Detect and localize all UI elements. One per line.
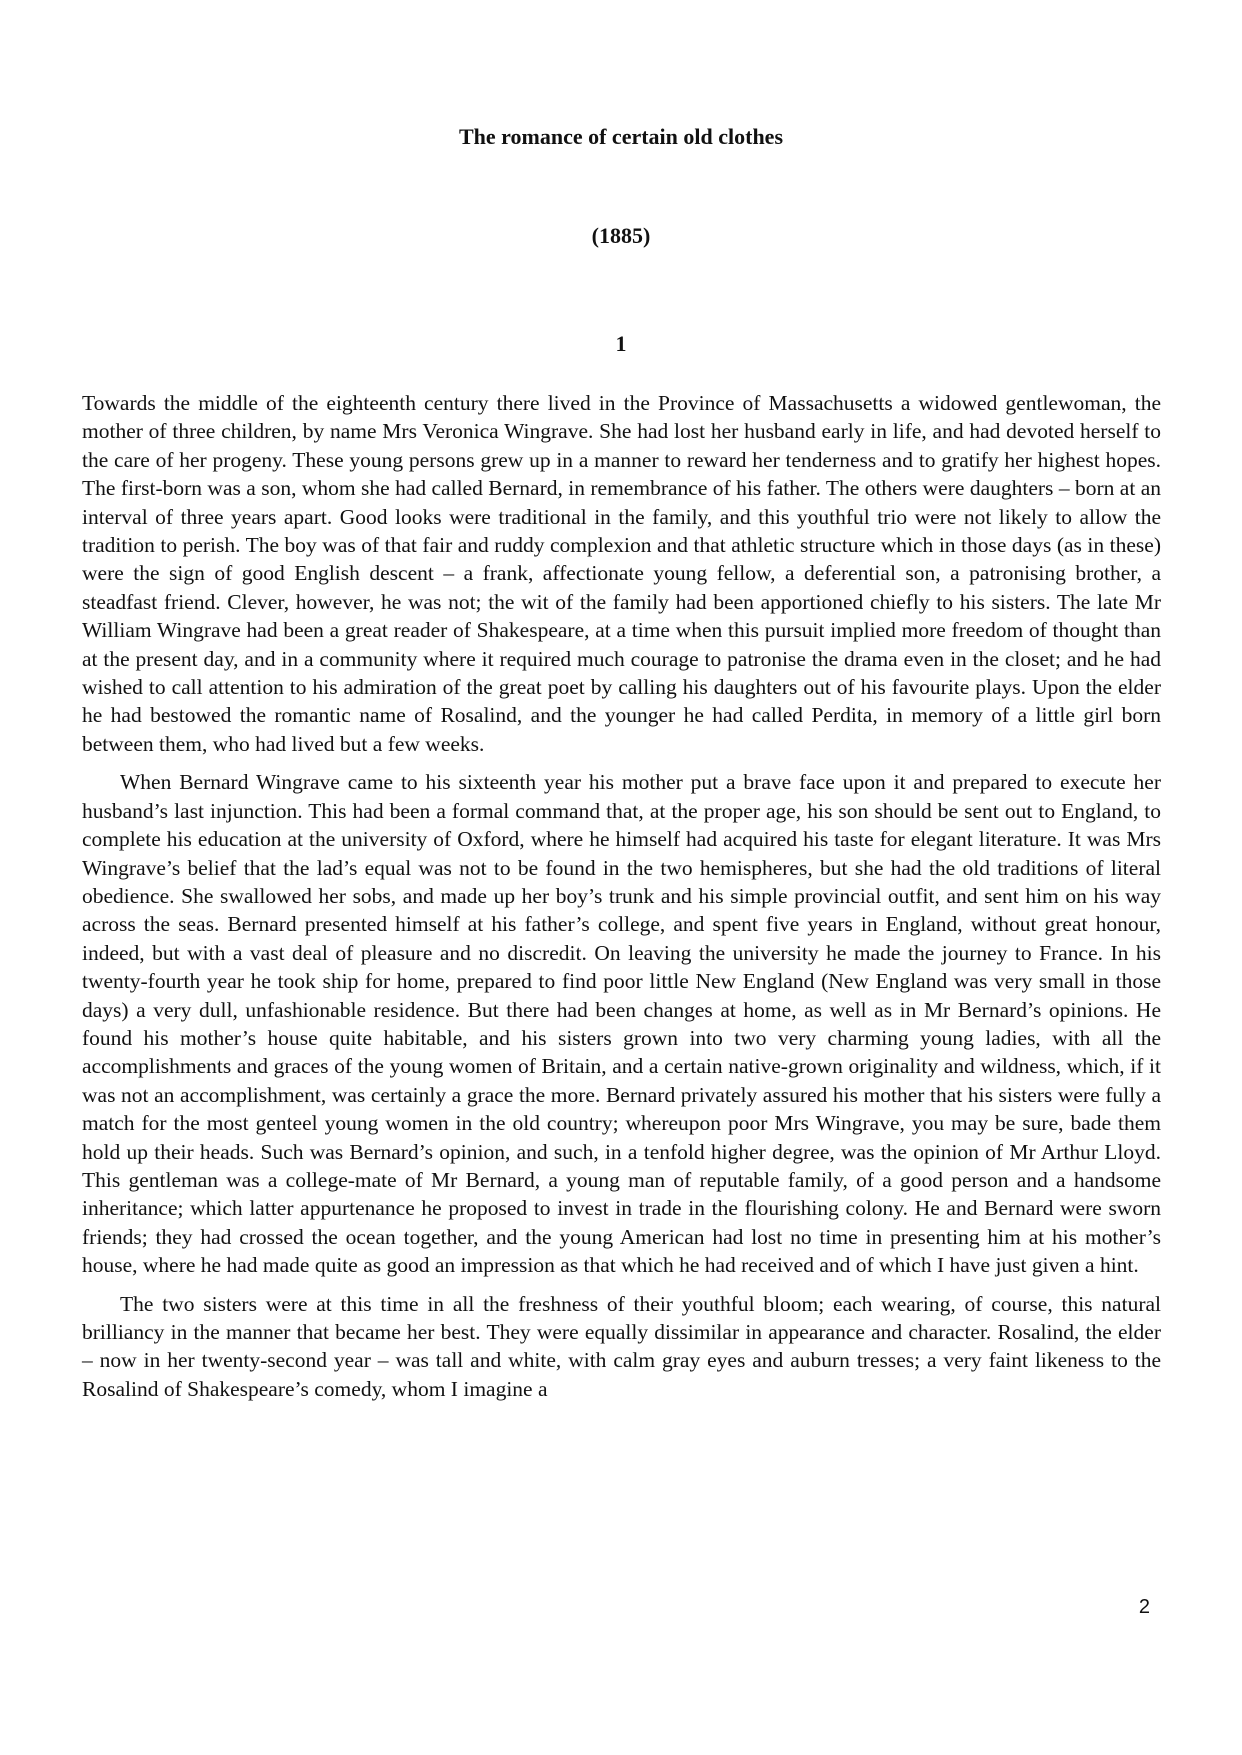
paragraph-2: When Bernard Wingrave came to his sixteenth year his mother put a brave face upon it and prepared to execute her husband’s last injunction. This had been a formal command that, at the proper age, his son should be sent out to England, to complete his education at the university of Oxford, where he himself had acquired his taste for elegant literature. It was Mrs Wingrave’s belief that the lad’s equal was not to be found in the two hemispheres, but she had the old traditions of literal obedience. She swallowed her sobs, and made up her boy’s trunk and his simple provincial outfit, and sent him on his way across the seas. Bernard presented himself at his father’s college, and spent five years in England, without great honour, indeed, but with a vast deal of pleasure and no discredit. On leaving the university he made the journey to France. In his twenty-fourth year he took ship for home, prepared to find poor little New England (New England was very small in those days) a very dull, unfashionable residence. But there had been changes at home, as well as in Mr Bernard’s opinions. He found his mother’s house quite habitable, and his sisters grown into two very charming young ladies, with all the accomplishments and graces of the young women of Britain, and a certain native-grown originality and wildness, which, if it was not an accomplishment, was certainly a grace the more. Bernard privately assured his mother that his sisters were fully a match for the most genteel young women in the old country; whereupon poor Mrs Wingrave, you may be sure, bade them hold up their heads. Such was Bernard’s opinion, and such, in a tenfold higher degree, was the opinion of Mr Arthur Lloyd. This gentleman was a college-mate of Mr Bernard, a young man of reputable family, of a good person and a handsome inheritance; which latter appurtenance he proposed to invest in trade in the flourishing colony. He and Bernard were sworn friends; they had crossed the ocean together, and the young American had lost no time in presenting him at his mother’s house, where he had made quite as good an impression as that which he had received and of which I have just given a hint.	[82, 770, 1161, 1278]
story-title: The romance of certain old clothes	[458, 124, 784, 149]
page-number: 2	[1138, 1596, 1150, 1618]
body-text	[82, 389, 1161, 1413]
chapter-number: 1	[615, 331, 627, 356]
paragraph-3: The two sisters were at this time in all the freshness of their youthful bloom; each wearing, of course, this natural brilliancy in the manner that became her best. They were equally dissimilar in appearance and character. Rosalind, the elder – now in her twenty-second year – was tall and white, with calm gray eyes and auburn tresses; a very faint likeness to the Rosalind of Shakespeare’s comedy, whom I imagine a	[82, 1291, 1161, 1401]
publication-year: (1885)	[591, 223, 651, 248]
paragraph-1: Towards the middle of the eighteenth century there lived in the Province of Massachusetts a widowed gentlewoman, the mother of three children, by name Mrs Veronica Wingrave. She had lost her husband early in life, and had devoted herself to the care of her progeny. These young persons grew up in a manner to reward her tenderness and to gratify her highest hopes. The first-born was a son, whom she had called Bernard, in remembrance of his father. The others were daughters – born at an interval of three years apart. Good looks were traditional in the family, and this youthful trio were not likely to allow the tradition to perish. The boy was of that fair and ruddy complexion and that athletic structure which in those days (as in these) were the sign of good English descent – a frank, affectionate young fellow, a deferential son, a patronising brother, a steadfast friend. Clever, however, he was not; the wit of the family had been apportioned chiefly to his sisters. The late Mr William Wingrave had been a great reader of Shakespeare, at a time when this pursuit implied more freedom of thought than at the present day, and in a community where it required much courage to patronise the drama even in the closet; and he had wished to call attention to his admiration of the great poet by calling his daughters out of his favourite plays. Upon the elder he had bestowed the romantic name of Rosalind, and the younger he had called Perdita, in memory of a little girl born between them, who had lived but a few weeks.	[82, 391, 1161, 756]
